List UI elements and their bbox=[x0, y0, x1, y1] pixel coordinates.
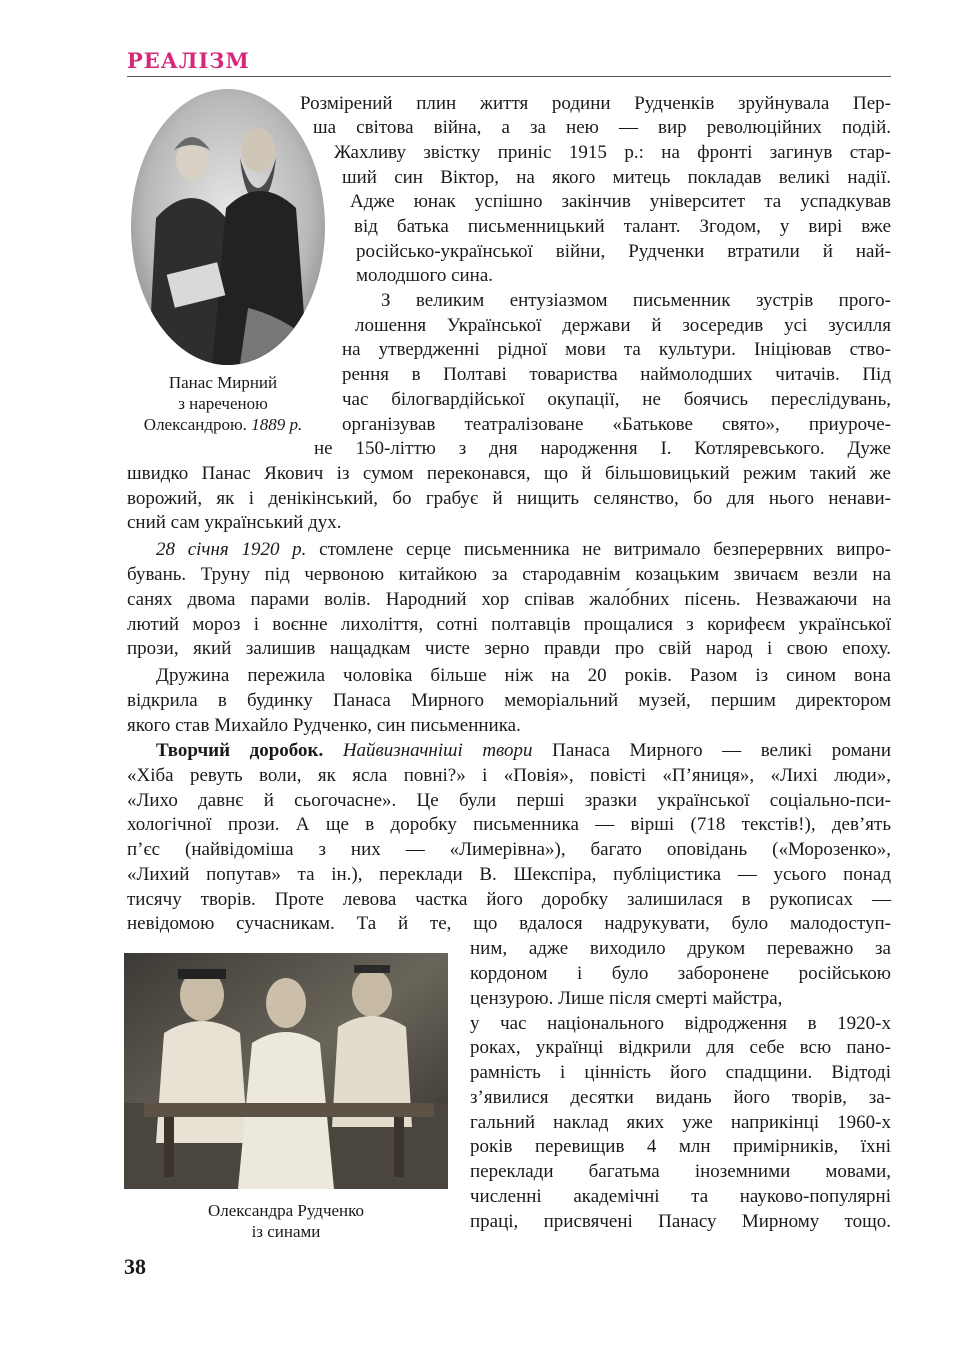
family-photo-caption: Олександра Рудченко із синами bbox=[207, 1201, 365, 1241]
portrait-caption: Панас Мирний з нареченою Олександрою. 1889 р. bbox=[143, 373, 303, 434]
header-rule bbox=[127, 76, 891, 77]
section-title: РЕАЛІЗМ bbox=[127, 48, 250, 73]
family-photo bbox=[124, 953, 448, 1189]
portrait-photo bbox=[130, 88, 326, 366]
page-number: 38 bbox=[124, 1254, 146, 1279]
